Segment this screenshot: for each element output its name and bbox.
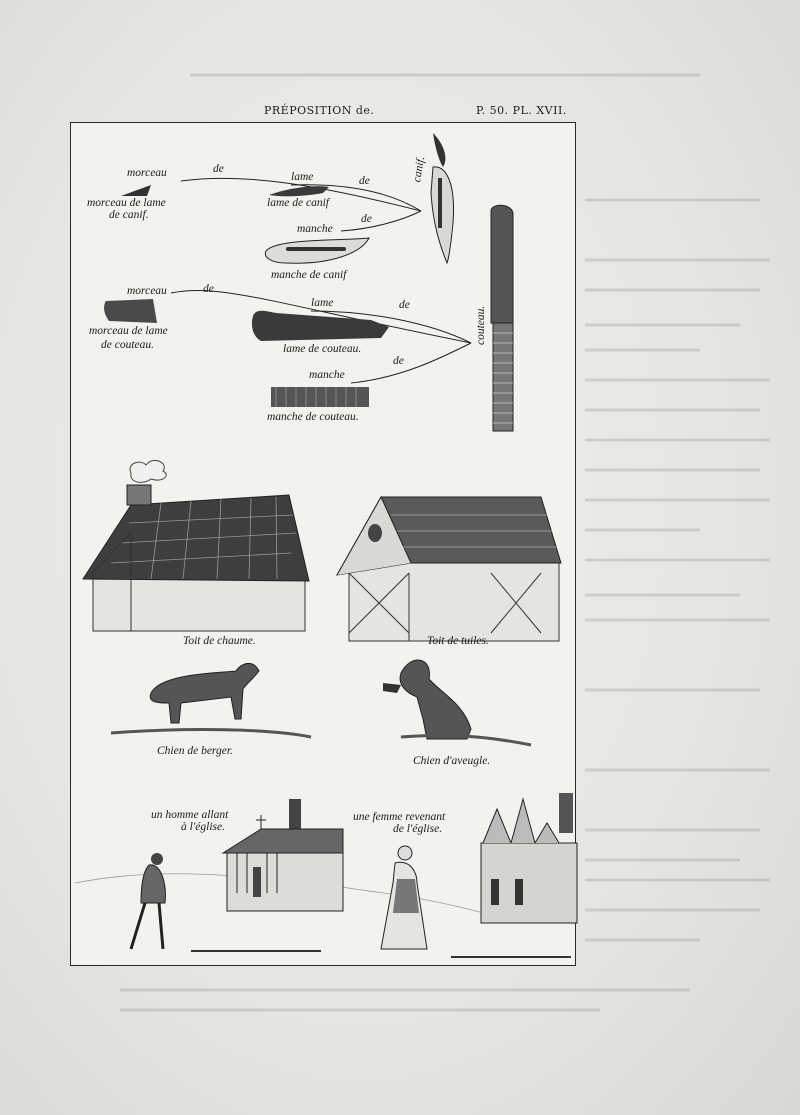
canif-blade-caption: lame de canif: [267, 197, 329, 209]
church-scene: [71, 123, 577, 967]
couteau-handle-word: manche: [309, 369, 345, 381]
couteau-piece-caption-2: de couteau.: [101, 339, 155, 351]
plate-reference: P. 50. PL. XVII.: [476, 104, 567, 117]
canif-blade-word: lame: [291, 171, 314, 183]
canif-handle-word: manche: [297, 223, 333, 235]
de-label: de: [393, 355, 404, 367]
tile-roof-caption: Toit de tuiles.: [427, 635, 489, 647]
canif-piece-caption-1: morceau de lame: [87, 197, 166, 209]
de-label: de: [399, 299, 410, 311]
couteau-handle-caption: manche de couteau.: [267, 411, 359, 423]
couteau-blade-caption: lame de couteau.: [283, 343, 362, 355]
blind-dog-caption: Chien d'aveugle.: [413, 755, 491, 767]
woman-caption-2: de l'église.: [393, 823, 443, 835]
canif-label: canif.: [411, 155, 428, 184]
de-label: de: [361, 213, 372, 225]
walking-woman: [381, 846, 427, 949]
shepherd-dog-caption: Chien de berger.: [157, 745, 233, 757]
couteau-piece-word: morceau: [127, 285, 167, 297]
gothic-church: [481, 793, 577, 923]
canif-piece-caption-2: de canif.: [109, 209, 149, 221]
couteau-piece-caption-1: morceau de lame: [89, 325, 168, 337]
page-heading: PRÉPOSITION de.: [264, 104, 375, 117]
couteau-blade-word: lame: [311, 297, 334, 309]
canif-handle-caption: manche de canif: [271, 269, 347, 281]
canif-piece-word: morceau: [127, 167, 167, 179]
chapel: [223, 799, 343, 911]
thatch-roof-caption: Toit de chaume.: [183, 635, 256, 647]
man-caption-1: un homme allant: [151, 809, 229, 821]
man-caption-2: à l'église.: [181, 821, 225, 833]
de-label: de: [213, 163, 224, 175]
engraved-plate: [70, 122, 576, 966]
de-label: de: [203, 283, 214, 295]
grass-foreground: [191, 951, 571, 957]
de-label: de: [359, 175, 370, 187]
woman-caption-1: une femme revenant: [353, 811, 446, 823]
couteau-label: couteau.: [475, 305, 487, 345]
walking-man: [131, 853, 165, 949]
